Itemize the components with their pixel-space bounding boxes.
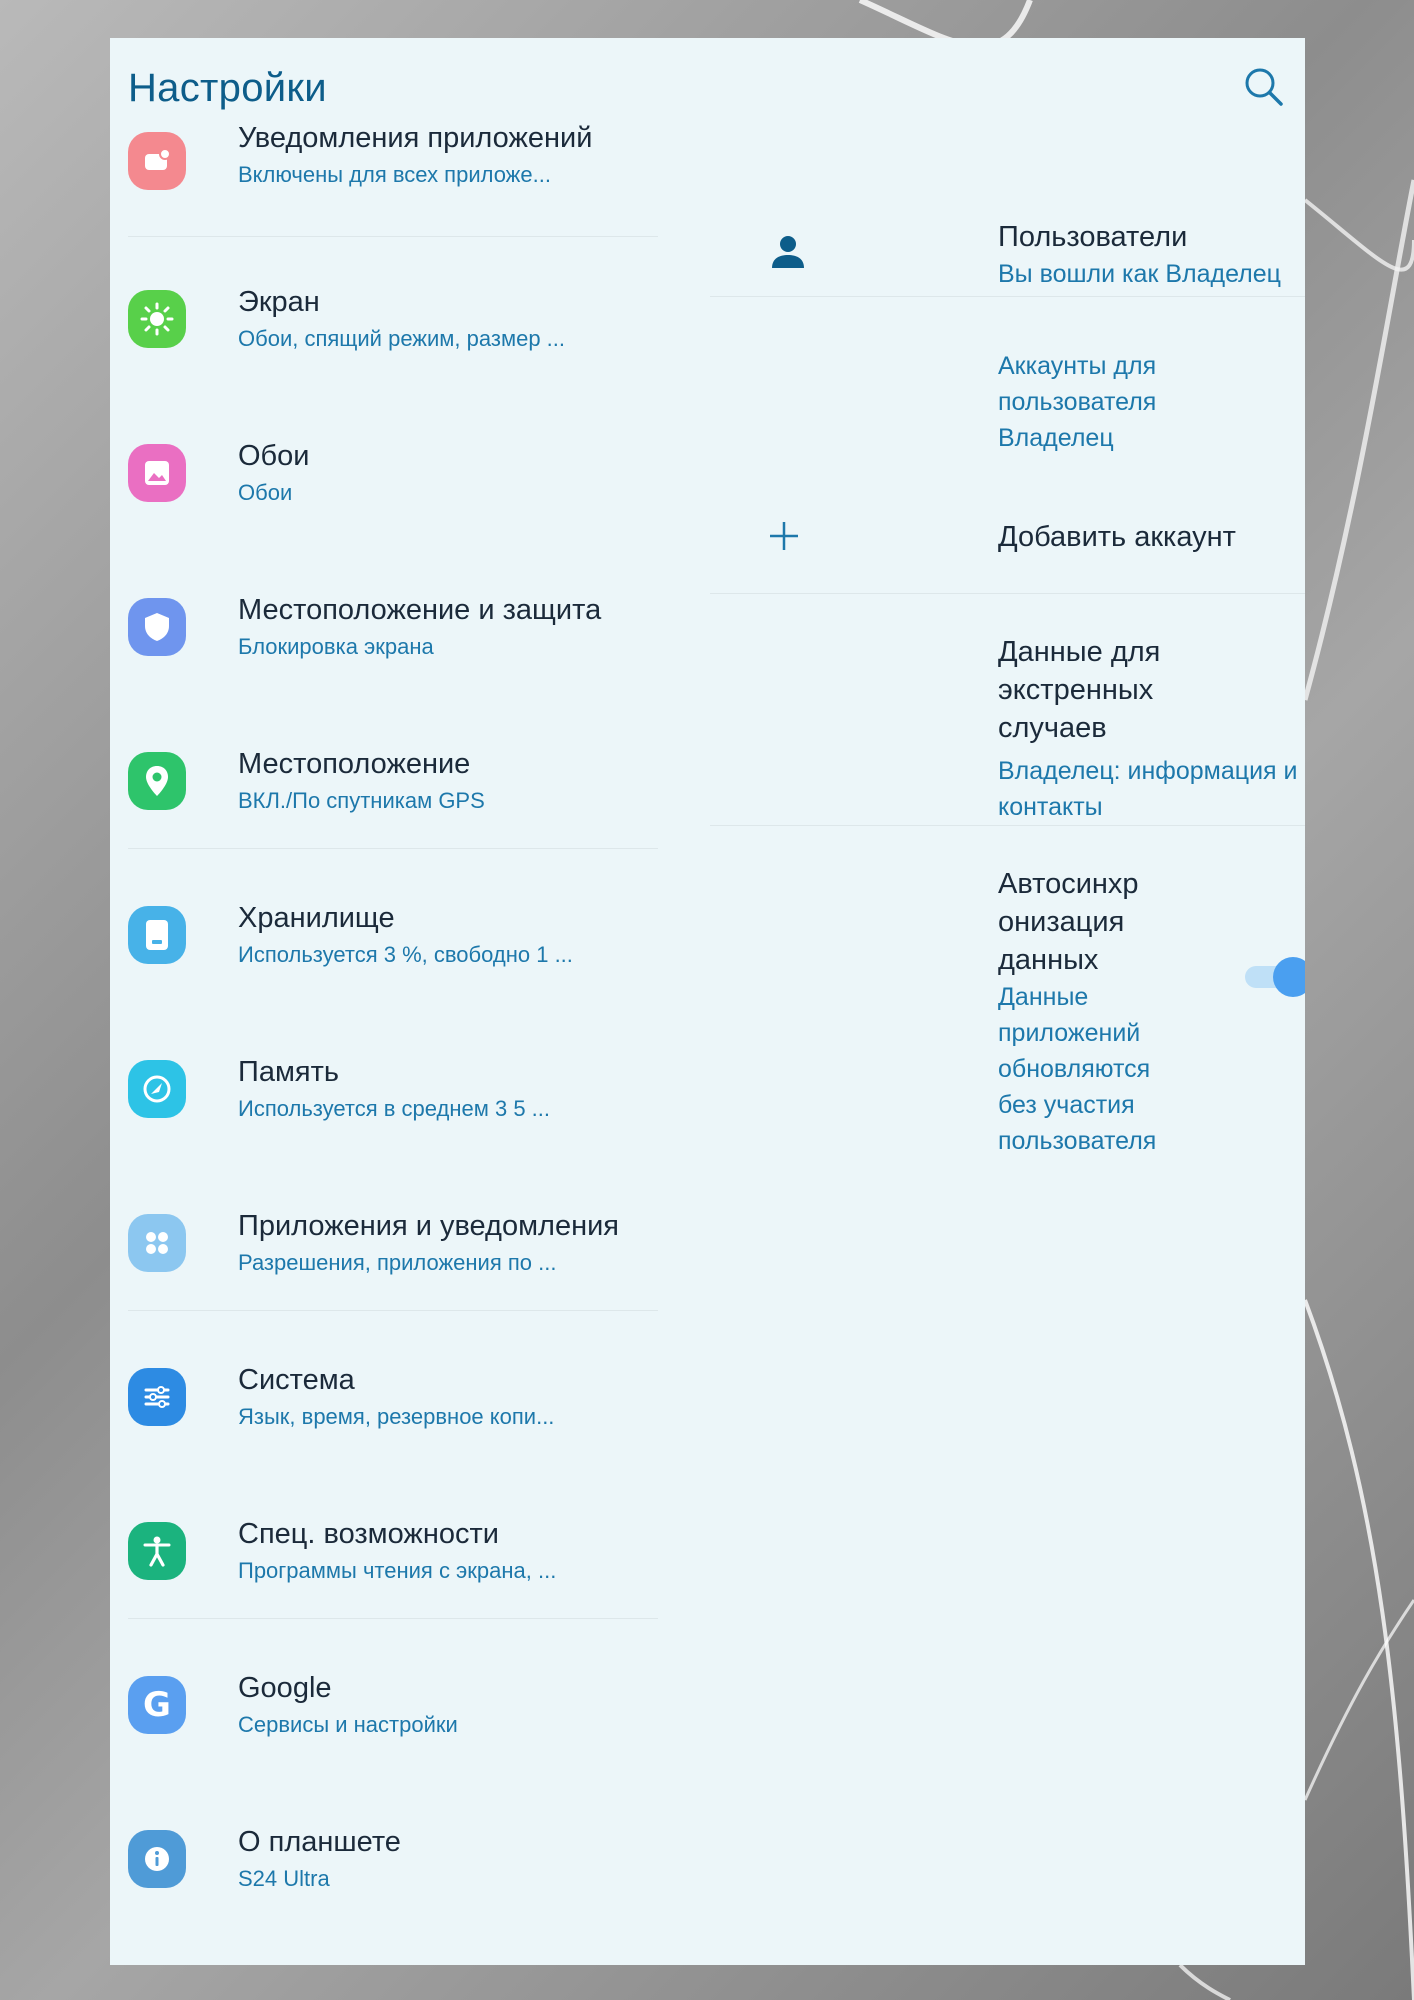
divider [128,1310,658,1311]
settings-item-title: Хранилище [238,902,395,934]
settings-item-title: Приложения и уведомления [238,1210,620,1242]
autosync-sub-line: приложений [998,1019,1141,1047]
settings-item-title: Спец. возможности [238,1518,499,1550]
settings-item-storage[interactable] [110,902,670,1016]
users-subtitle: Вы вошли как Владелец [998,260,1281,288]
settings-item-title: Система [238,1364,355,1396]
display-icon [128,290,186,348]
divider [128,1618,658,1619]
emergency-sub-line2: контакты [998,793,1103,821]
settings-item-security[interactable] [110,594,670,708]
autosync-sub-line: обновляются [998,1055,1151,1083]
plus-icon [766,518,802,554]
person-icon [766,232,810,272]
toggle-thumb [1273,957,1305,997]
settings-item-subtitle: Обои [238,480,293,505]
settings-screen [110,38,1305,1965]
settings-item-title: Память [238,1056,340,1088]
autosync-title-line: онизация [998,906,1125,938]
settings-item-subtitle: Блокировка экрана [238,634,434,659]
settings-item-about[interactable] [110,1826,670,1940]
settings-item-subtitle: Обои, спящий режим, размер ... [238,326,566,351]
accounts-pane [710,38,1305,1965]
emergency-title-line2: случаев [998,712,1107,744]
settings-item-subtitle: Используется в среднем 3 5 ... [238,1096,551,1121]
autosync-sub-line: Данные [998,983,1089,1011]
settings-item-memory[interactable] [110,1056,670,1170]
settings-item-display[interactable] [110,286,670,400]
settings-item-subtitle: Сервисы и настройки [238,1712,458,1737]
settings-item-title: О планшете [238,1826,401,1858]
apps-icon [128,1214,186,1272]
users-title: Пользователи [998,221,1188,253]
accounts-section-header [998,348,1305,456]
google-icon: G [128,1676,186,1734]
settings-item-subtitle: ВКЛ./По спутникам GPS [238,788,485,813]
settings-item-subtitle: Включены для всех приложе... [238,162,551,187]
settings-item-accessibility[interactable] [110,1518,670,1632]
add-account-label: Добавить аккаунт [998,521,1236,553]
location-pin-icon [128,752,186,810]
settings-item-title: Google [238,1672,332,1704]
settings-item-subtitle: Разрешения, приложения по ... [238,1250,557,1275]
divider [128,236,658,237]
settings-item-google[interactable] [110,1672,670,1786]
settings-item-title: Местоположение [238,748,471,780]
wallpaper-icon [128,444,186,502]
emergency-info-row[interactable] [710,593,1305,823]
settings-item-system[interactable] [110,1364,670,1478]
storage-icon [128,906,186,964]
settings-item-wallpaper[interactable] [110,440,670,554]
sliders-icon [128,1368,186,1426]
settings-item-title: Местоположение и защита [238,594,602,626]
emergency-title-line1: Данные для экстренных [998,636,1161,706]
accounts-header-line1: Аккаунты для пользователя [998,352,1157,416]
autosync-toggle[interactable] [1245,956,1305,996]
accounts-header-line2: Владелец [998,424,1114,452]
autosync-title-line: данных [998,944,1099,976]
settings-list [110,38,670,1965]
add-account-button[interactable] [710,498,1305,578]
settings-item-subtitle: S24 Ultra [238,1866,330,1891]
settings-item-apps[interactable] [110,1210,670,1324]
divider [710,296,1305,297]
memory-icon [128,1060,186,1118]
settings-item-location[interactable] [110,748,670,862]
settings-item-subtitle: Используется 3 %, свободно 1 ... [238,942,573,967]
shield-icon [128,598,186,656]
autosync-row[interactable] [710,825,1305,1185]
autosync-sub-line: пользователя [998,1127,1157,1155]
notification-icon [128,132,186,190]
settings-item-title: Экран [238,286,320,318]
divider [128,848,658,849]
settings-item-subtitle: Программы чтения с экрана, ... [238,1558,557,1583]
users-row[interactable] [710,178,1305,298]
settings-item-title: Уведомления приложений [238,122,593,154]
settings-item-title: Обои [238,440,310,472]
accessibility-icon [128,1522,186,1580]
page-title: Настройки [128,66,327,110]
emergency-sub-line1: Владелец: информация и [998,757,1298,785]
autosync-title-line: Автосинхр [998,868,1139,900]
settings-item-app-notifications[interactable] [110,122,670,246]
autosync-sub-line: без участия [998,1091,1135,1119]
info-icon [128,1830,186,1888]
settings-item-subtitle: Язык, время, резервное копи... [238,1404,555,1429]
